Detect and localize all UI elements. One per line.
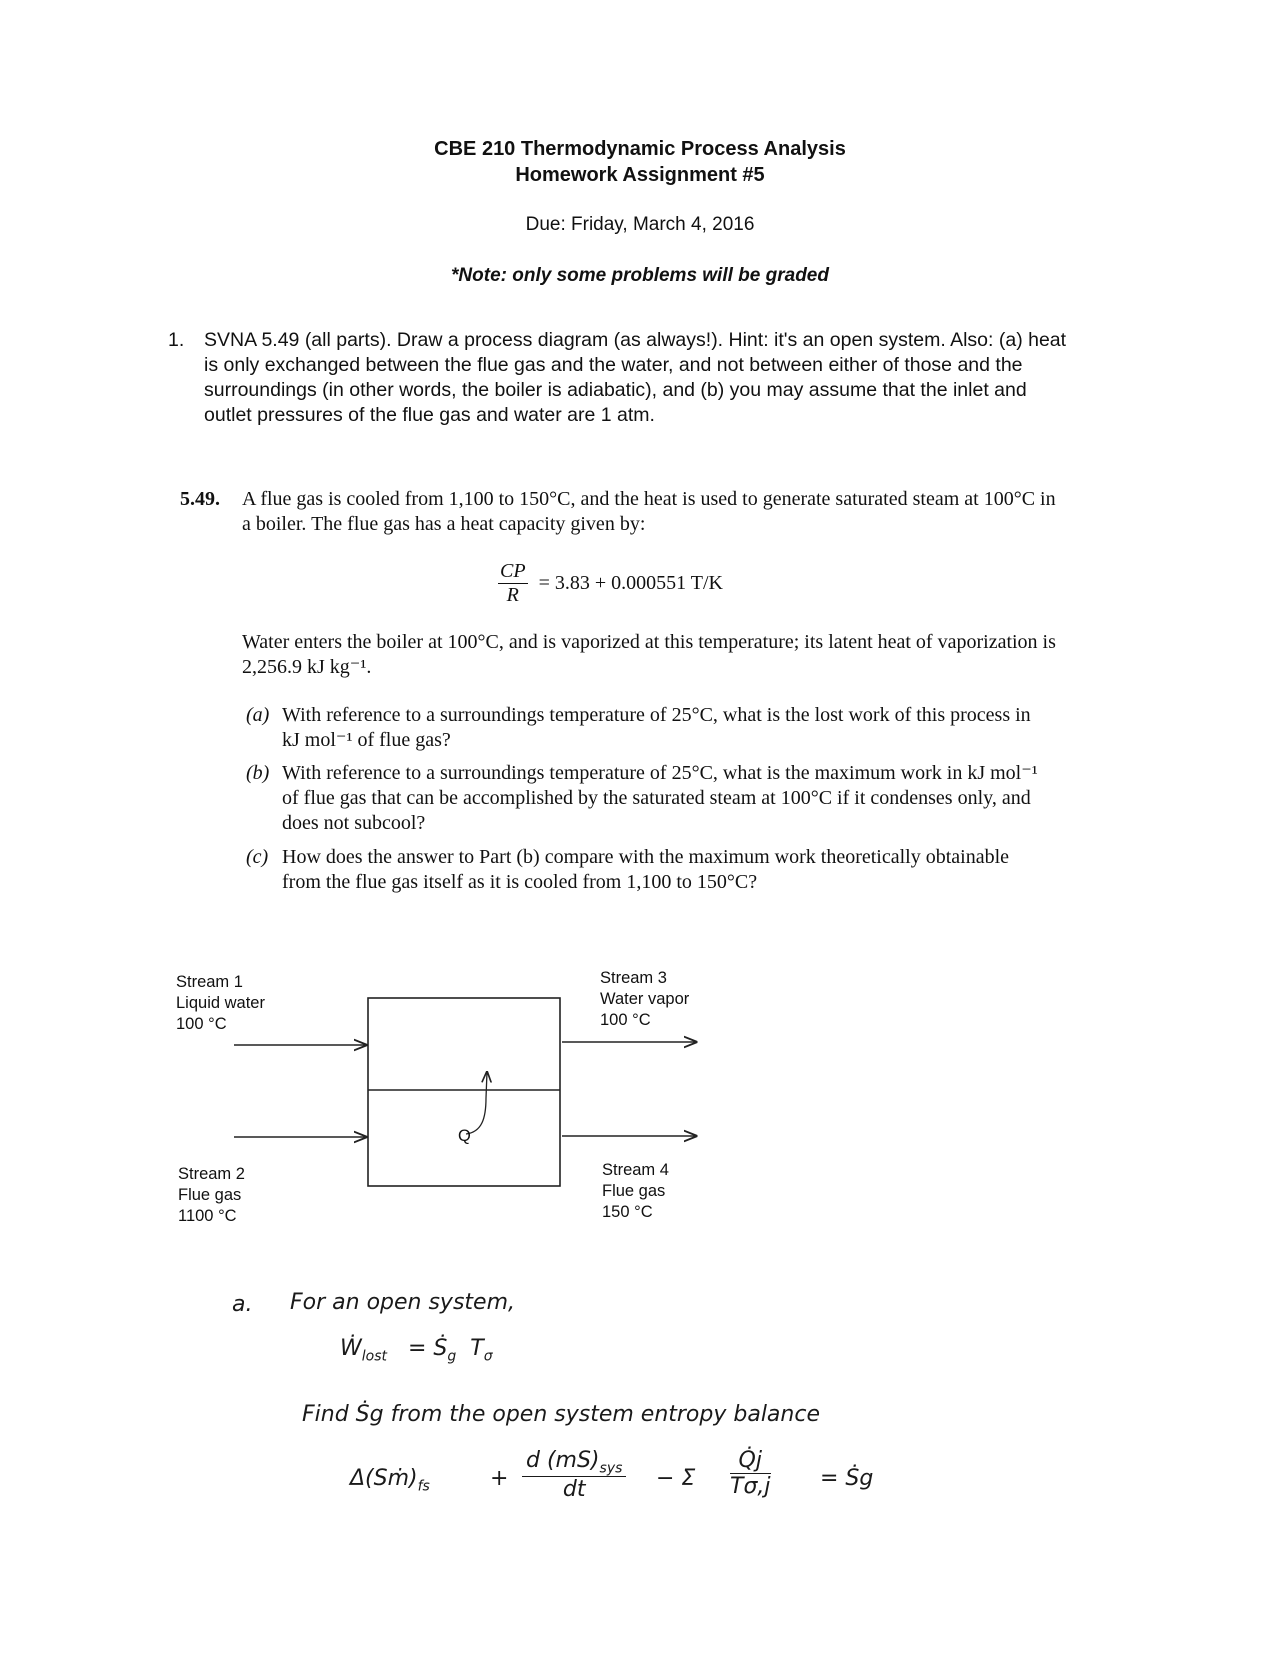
course-title: CBE 210 Thermodynamic Process Analysis [434, 138, 846, 160]
part-a-label: (a) [246, 704, 270, 726]
handwritten-lost-work-eq: Ẇ$_{lost}$ = Ṡ$_g$ $T_\sigma$ [340, 1336, 493, 1365]
boiler-box [368, 998, 560, 1186]
textbook-problem-number: 5.49. [180, 488, 220, 510]
eq-rhs: = 3.83 + 0.000551 T/K [538, 572, 723, 594]
part-c-label: (c) [246, 846, 269, 868]
stream-1-label: Stream 1 Liquid water 100 °C [176, 973, 265, 1033]
problem-1-text: SVNA 5.49 (all parts). Draw a process diagram (as always!). Hint: it's an open system. Also: (a) heat is only exchanged between the flue gas and the water, and not between either of those and the surroundings (in other words, the boiler is adiabatic), and (b) you may assume that the inlet and outlet pressures of the flue gas and water are 1 atm. [204, 329, 1067, 426]
due-date: Due: Friday, March 4, 2016 [525, 214, 755, 235]
part-a-text: With reference to a surroundings temperature of 25°C, what is the lost work of this process in kJ mol⁻¹ of flue gas? [282, 704, 1031, 751]
part-b [246, 761, 1042, 836]
stream-3-label: Stream 3 Water vapor 100 °C [600, 969, 690, 1029]
part-b-label: (b) [246, 762, 270, 784]
problem-1 [168, 328, 1068, 428]
water-description: Water enters the boiler at 100°C, and is vaporized at this temperature; its latent heat of vaporization is 2,256.9 kJ kg⁻¹. [242, 631, 1056, 678]
stream-2-label: Stream 2 Flue gas 1100 °C [178, 1165, 245, 1225]
part-c-text: How does the answer to Part (b) compare with the maximum work theoretically obtainable from the flue gas itself as it is cooled from 1,100 to 150°C? [282, 846, 1010, 893]
heat-q-label: Q [458, 1127, 471, 1145]
part-a [246, 703, 1042, 753]
heat-transfer-arrow [466, 1072, 487, 1134]
assignment-title: Homework Assignment #5 [515, 164, 765, 186]
handwritten-entropy-balance: $\Delta(Sṁ)_{fs}$ + d $(mS)_{sys}$ dt − Σ Q̇j Tσ,j = Ṡg [350, 1448, 874, 1503]
grading-note: *Note: only some problems will be graded [451, 265, 829, 286]
part-b-text: With reference to a surroundings temperature of 25°C, what is the maximum work in kJ mol⁻¹ of flue gas that can be accomplished by the saturated steam at 100°C if it condenses only, and does not subcool? [282, 762, 1038, 834]
handwritten-find-sg: Find Ṡg from the open system entropy balance [302, 1402, 820, 1427]
problem-1-number: 1. [168, 329, 185, 351]
handwritten-open-system: For an open system, [290, 1290, 515, 1315]
handwritten-part-label: a. [232, 1292, 253, 1317]
process-diagram [170, 950, 730, 1240]
cp-over-r-fraction [498, 560, 528, 607]
part-c [246, 845, 1042, 895]
textbook-intro: A flue gas is cooled from 1,100 to 150°C, and the heat is used to generate saturated steam at 100°C in a boiler. The flue gas has a heat capacity given by: [242, 488, 1056, 535]
eq-denominator: R [506, 584, 519, 606]
heat-capacity-equation [498, 560, 723, 607]
eq-numerator: CP [500, 560, 526, 582]
stream-4-label: Stream 4 Flue gas 150 °C [602, 1161, 669, 1221]
